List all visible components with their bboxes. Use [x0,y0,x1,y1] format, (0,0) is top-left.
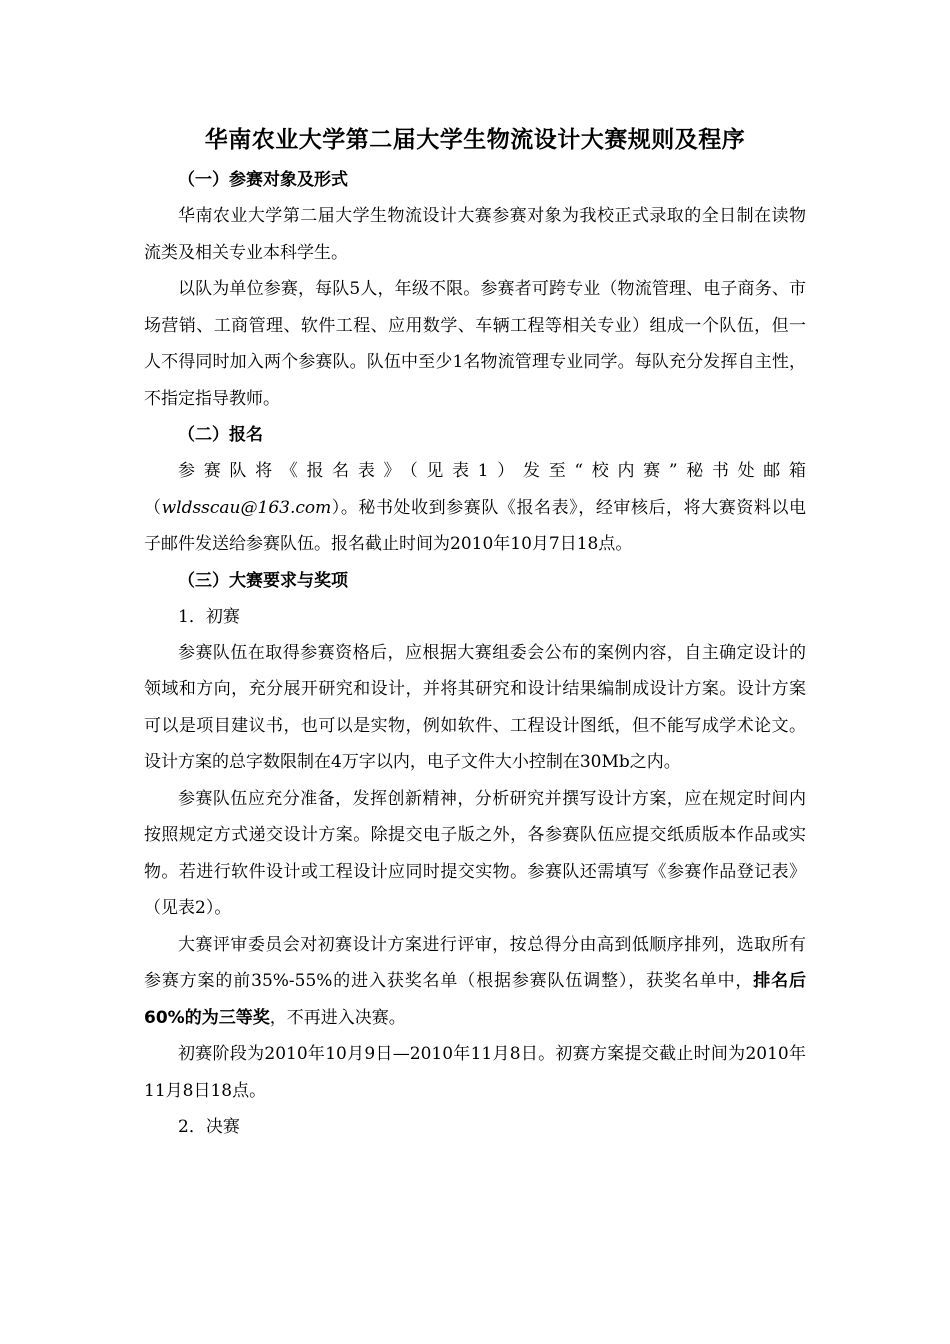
paragraph: 以队为单位参赛，每队5人，年级不限。参赛者可跨专业（物流管理、电子商务、市场营销、工商管理、软件工程、应用数学、车辆工程等相关专业）组成一个队伍，但一人不得同时加入两个参赛队。队伍中至少1名物流管理专业同学。每队充分发挥自主性，不指定指导教师。 [144,279,806,409]
section-heading-participants: （一）参赛对象及形式 [178,170,348,190]
paragraph: 初赛阶段为2010年10月9日—2010年11月8日。初赛方案提交截止时间为2010年11月8日18点。 [144,1044,806,1101]
document-title: 华南农业大学第二届大学生物流设计大赛规则及程序 [204,127,746,153]
paragraph-text: ）。秘书处收到参赛队《报名表》，经审核后，将大赛资料以电子邮件发送给参赛队伍。报名截止时间为2010年10月7日18点。 [144,497,807,554]
paragraph: 华南农业大学第二届大学生物流设计大赛参赛对象为我校正式录取的全日制在读物流类及相关专业本科学生。 [144,206,806,263]
paragraph-text: ，不再进入决赛。 [269,1007,406,1028]
section-heading-requirements: （三）大赛要求与奖项 [178,570,348,591]
email-address: wldsscau@163.com [161,497,332,518]
paragraph-registration [144,490,806,563]
section-heading-registration: （二）报名 [178,425,263,445]
bold-emphasis: 排名后60%的为三等奖 [144,971,806,1028]
paragraph: 参赛队伍应充分准备，发挥创新精神，分析研究并撰写设计方案，应在规定时间内按照规定方式递交设计方案。除提交电子版之外，各参赛队伍应提交纸质版本作品或实物。若进行软件设计或工程设计应同时提交实物。参赛队还需填写《参赛作品登记表》（见表2）。 [144,788,806,918]
open-paren: （ [144,497,162,518]
subheading-final: 2．决赛 [178,1117,240,1137]
paragraph-registration-line1: 参赛队将《报名表》（见表1）发至“校内赛”秘书处邮箱 [178,461,806,481]
paragraph: 参赛队伍在取得参赛资格后，应根据大赛组委会公布的案例内容，自主确定设计的领域和方向，充分展开研究和设计，并将其研究和设计结果编制成设计方案。设计方案可以是项目建议书，也可以是实物，例如软件、工程设计图纸，但不能写成学术论文。设计方案的总字数限制在4万字以内，电子文件大小控制在30Mb之内。 [144,642,806,772]
subheading-preliminary: 1．初赛 [178,606,240,627]
paragraph-text: 大赛评审委员会对初赛设计方案进行评审，按总得分由高到低顺序排列，选取所有参赛方案的前35%-55%的进入获奖名单（根据参赛队伍调整），获奖名单中， [144,934,806,991]
paragraph-judging [144,927,806,1037]
